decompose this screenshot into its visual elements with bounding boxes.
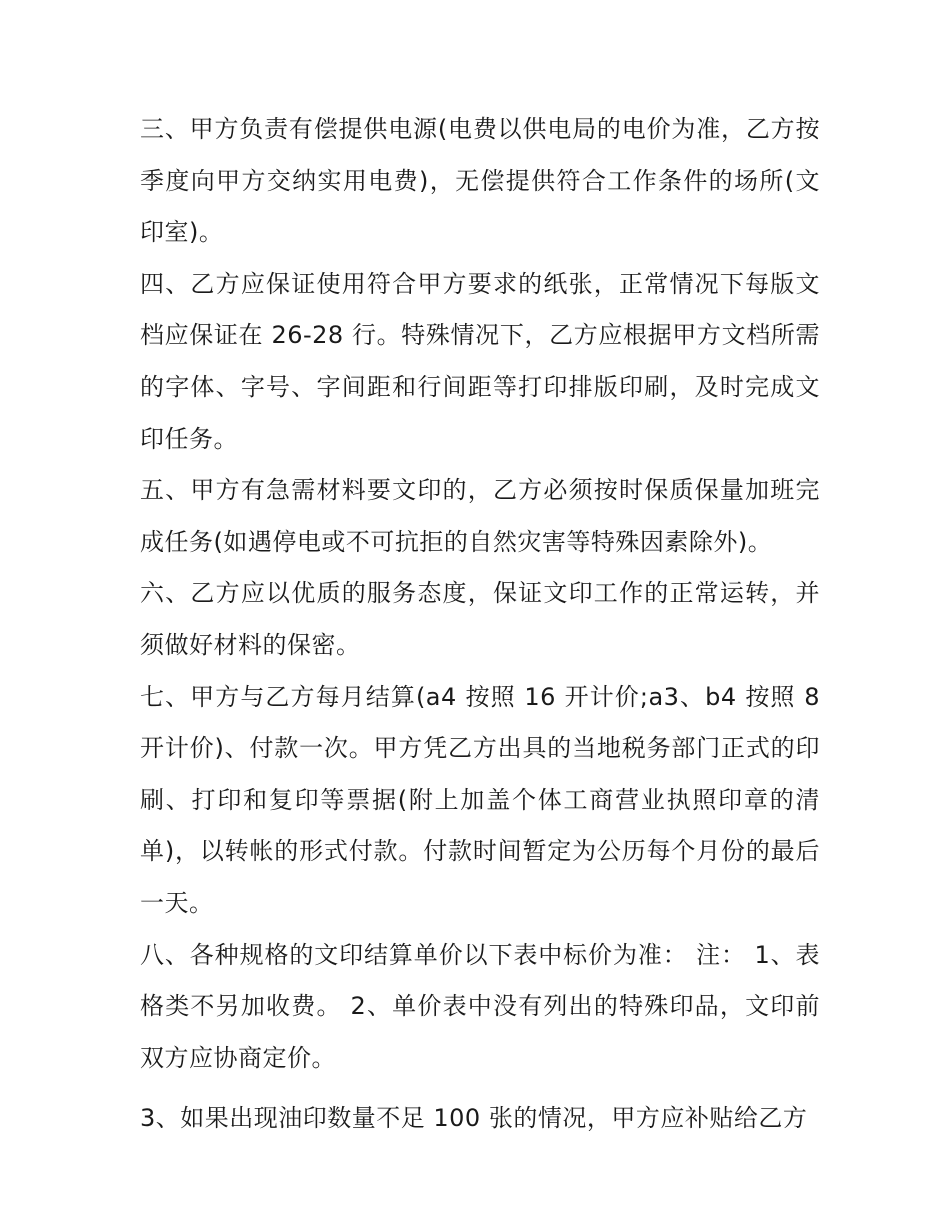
document-body [140,104,820,1145]
note-three: 3、如果出现油印数量不足 100 张的情况，甲方应补贴给乙方 [140,1104,808,1133]
clause-six: 六、乙方应以优质的服务态度，保证文印工作的正常运转，并须做好材料的保密。 [140,579,820,659]
clause-five: 五、甲方有急需材料要文印的，乙方必须按时保质保量加班完成任务(如遇停电或不可抗拒的自然灾害等特殊因素除外)。 [140,476,820,556]
clause-three: 三、甲方负责有偿提供电源(电费以供电局的电价为准，乙方按季度向甲方交纳实用电费)，无偿提供符合工作条件的场所(文印室)。 [140,115,820,247]
clause-eight: 八、各种规格的文印结算单价以下表中标价为准： 注： 1、表格类不另加收费。 2、单价表中没有列出的特殊印品，文印前双方应协商定价。 [140,940,820,1072]
clause-seven: 七、甲方与乙方每月结算(a4 按照 16 开计价;a3、b4 按照 8 开计价)、付款一次。甲方凭乙方出具的当地税务部门正式的印刷、打印和复印等票据(附上加盖个体工商营业执照印章的清单)，以转帐的形式付款。付款时间暂定为公历每个月份的最后一天。 [140,682,820,917]
clause-four: 四、乙方应保证使用符合甲方要求的纸张，正常情况下每版文档应保证在 26-28 行。特殊情况下，乙方应根据甲方文档所需的字体、字号、字间距和行间距等打印排版印刷，及时完成文印任务。 [140,269,820,453]
